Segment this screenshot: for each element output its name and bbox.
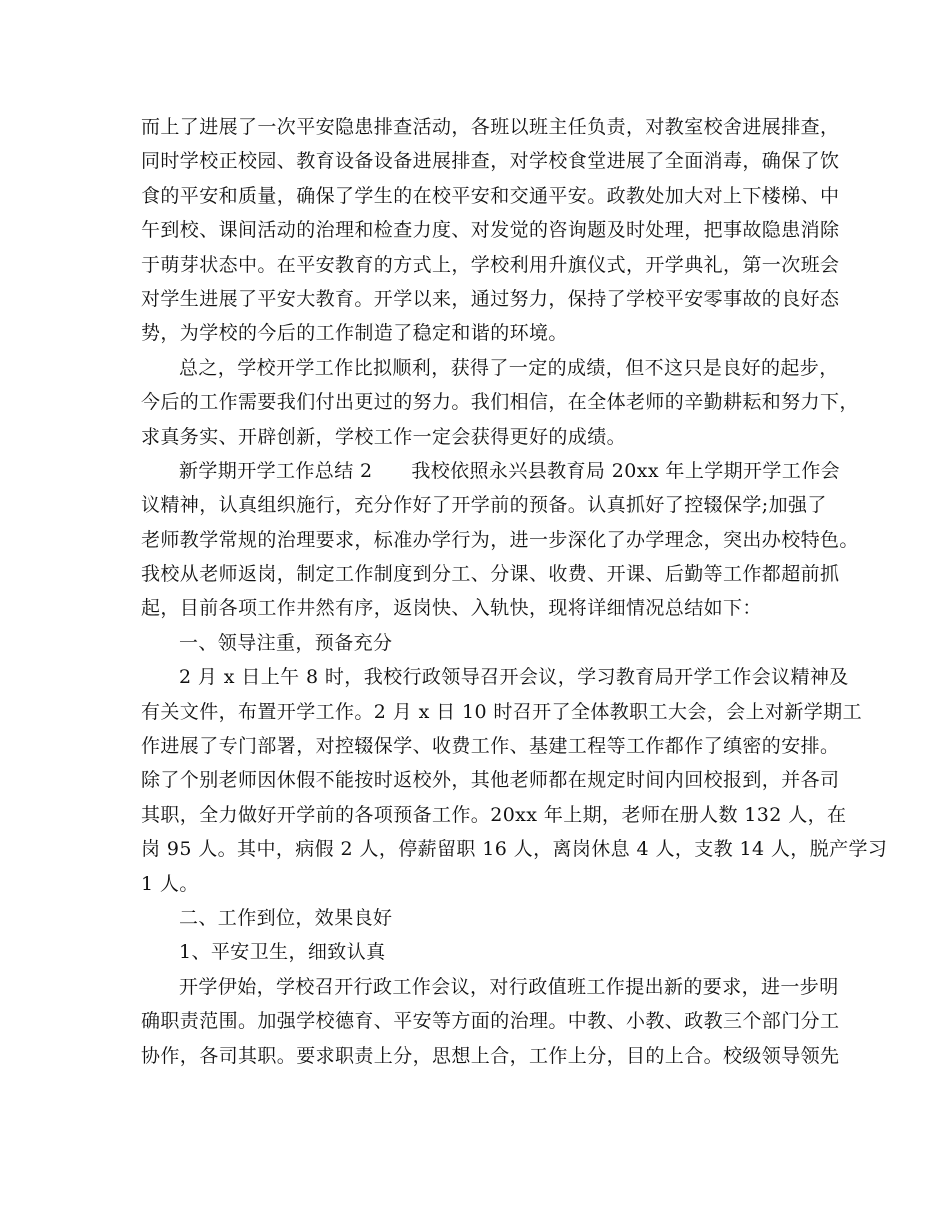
text-line: 岗 95 人。其中，病假 2 人，停薪留职 16 人，离岗休息 4 人，支教 14 人，脱产学习 — [141, 838, 888, 861]
text-line: 而上了进展了一次平安隐患排查活动，各班以班主任负责，对教室校舍进展排查， — [141, 116, 840, 138]
text-line: 起，目前各项工作井然有序，返岗快、入轨快，现将详细情况总结如下： — [141, 597, 762, 620]
text-line: 二、工作到位，效果良好 — [179, 906, 393, 929]
text-line: 食的平安和质量，确保了学生的在校平安和交通平安。政教处加大对上下楼梯、中 — [141, 184, 840, 207]
text-line: 1 人。 — [141, 872, 199, 895]
text-line: 议精神，认真组织施行，充分作好了开学前的预备。认真抓好了控辍保学;加强了 — [141, 494, 827, 517]
text-line: 一、领导注重，预备充分 — [179, 631, 393, 654]
document-body — [141, 110, 888, 1073]
text-line: 开学伊始，学校召开行政工作会议，对行政值班工作提出新的要求，进一步明 — [179, 975, 839, 998]
text-line: 对学生进展了平安大教育。开学以来，通过努力，保持了学校平安零事故的良好态 — [141, 287, 840, 310]
text-line: 今后的工作需要我们付出更过的努力。我们相信，在全体老师的辛勤耕耘和努力下， — [141, 391, 859, 414]
text-line: 新学期开学工作总结 2 我校依照永兴县教育局 20xx 年上学期开学工作会 — [179, 459, 841, 482]
text-line: 老师教学常规的治理要求，标准办学行为，进一步深化了办学理念，突出办校特色。 — [141, 528, 859, 551]
text-line: 求真务实、开辟创新，学校工作一定会获得更好的成绩。 — [141, 425, 627, 448]
text-line: 午到校、课间活动的治理和检查力度、对发觉的咨询题及时处理，把事故隐患消除 — [141, 219, 840, 242]
text-line: 确职责范围。加强学校德育、平安等方面的治理。中教、小教、政教三个部门分工 — [141, 1010, 840, 1033]
text-line: 1、平安卫生，细致认真 — [179, 941, 386, 964]
text-line: 其职，全力做好开学前的各项预备工作。20xx 年上期，老师在册人数 132 人，在 — [141, 803, 847, 826]
text-line: 除了个别老师因休假不能按时返校外，其他老师都在规定时间内回校报到，并各司 — [141, 769, 840, 792]
text-line: 有关文件，布置开学工作。2 月 x 日 10 时召开了全体教职工大会，会上对新学期工 — [141, 700, 862, 723]
text-line: 于萌芽状态中。在平安教育的方式上，学校利用升旗仪式，开学典礼，第一次班会 — [141, 253, 840, 276]
text-line: 总之，学校开学工作比拟顺利，获得了一定的成绩，但不这只是良好的起步， — [179, 356, 839, 379]
text-line: 作进展了专门部署，对控辍保学、收费工作、基建工程等工作都作了缜密的安排。 — [141, 735, 840, 758]
text-line: 我校从老师返岗，制定工作制度到分工、分课、收费、开课、后勤等工作都超前抓 — [141, 563, 840, 586]
text-line: 2 月 x 日上午 8 时，我校行政领导召开会议，学习教育局开学工作会议精神及 — [179, 666, 849, 689]
text-line: 势，为学校的今后的工作制造了稳定和谐的环境。 — [141, 322, 568, 345]
text-line: 同时学校正校园、教育设备设备进展排查，对学校食堂进展了全面消毒，确保了饮 — [141, 150, 840, 173]
text-line: 协作，各司其职。要求职责上分，思想上合，工作上分，目的上合。校级领导领先 — [141, 1044, 840, 1067]
